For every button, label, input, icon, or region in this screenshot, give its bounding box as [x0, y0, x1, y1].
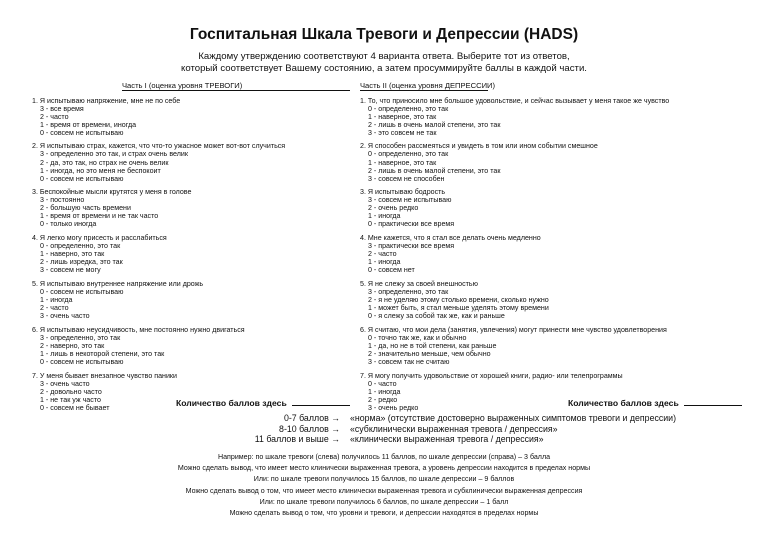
- answer-option[interactable]: 1 - время от времени и не так часто: [40, 212, 159, 221]
- interpretation-row: [0, 413, 768, 424]
- example-line: Можно сделать вывод, что имеет место клинически выраженная тревога, а уровень депрессии находится в пределах нормы: [177, 464, 591, 473]
- answer-option[interactable]: 1 - иногда: [368, 387, 401, 396]
- question-text: 1. То, что приносило мне большое удовольствие, и сейчас вызывает у меня такое же чувство: [360, 96, 670, 105]
- anxiety-question-3: [32, 188, 404, 228]
- answer-option[interactable]: 3 - определенно это так, и страх очень велик: [40, 150, 188, 159]
- answer-option[interactable]: 0 - точно так же, как и обычно: [368, 333, 467, 342]
- answer-option[interactable]: 3 - все время: [40, 104, 84, 113]
- answer-option[interactable]: 2 - я не уделяю этому столько времени, сколько нужно: [368, 296, 549, 304]
- answer-option[interactable]: 2 - большую часть времени: [40, 204, 131, 213]
- answer-option[interactable]: 1 - иногда: [368, 212, 401, 221]
- answer-option[interactable]: 0 - совсем нет: [368, 266, 415, 275]
- answer-option[interactable]: 1 - не так уж часто: [40, 395, 101, 404]
- depression-question-5: [360, 280, 750, 320]
- answer-option[interactable]: 1 - может быть, я стал меньше уделять этому времени: [368, 304, 549, 313]
- answer-option[interactable]: 1 - да, но не в той степени, как раньше: [368, 341, 497, 350]
- score-range: 0-7 баллов →: [283, 413, 340, 423]
- question-text: 6. Я испытываю неусидчивость, мне постоянно нужно двигаться: [32, 325, 245, 334]
- answer-option[interactable]: 0 - определенно, это так: [368, 104, 449, 113]
- answer-option[interactable]: 0 - я слежу за собой так же, как и раньше: [368, 312, 505, 321]
- example-line: Можно сделать вывод о том, что уровни и тревоги, и депрессии находятся в пределах нормы: [229, 509, 539, 518]
- answer-option[interactable]: 1 - лишь в некоторой степени, это так: [40, 349, 165, 358]
- anxiety-question-5: [32, 280, 404, 320]
- depression-question-list: [360, 97, 750, 412]
- answer-option[interactable]: 1 - иногда, но это меня не беспокоит: [40, 166, 161, 175]
- answer-option[interactable]: 1 - наверно, это так: [40, 250, 105, 259]
- anxiety-section-header: Часть I (оценка уровня ТРЕВОГИ): [32, 81, 404, 91]
- answer-option[interactable]: 2 - лишь в очень малой степени, это так: [368, 166, 501, 175]
- question-text: 6. Я считаю, что мои дела (занятия, увлечения) могут принести мне чувство удовлетворения: [360, 325, 667, 334]
- score-range: 8-10 баллов →: [279, 423, 340, 434]
- interpretation-row: [0, 424, 768, 435]
- answer-option[interactable]: 0 - совсем не бывает: [40, 403, 110, 412]
- question-text: 7. У меня бывает внезапное чувство паники: [32, 371, 177, 380]
- answer-option[interactable]: 3 - практически все время: [368, 242, 455, 251]
- answer-option[interactable]: 0 - определенно, это так: [40, 242, 121, 251]
- examples-block: [0, 452, 768, 519]
- depression-question-3: [360, 188, 750, 228]
- answer-option[interactable]: 2 - довольно часто: [40, 387, 102, 396]
- answer-option[interactable]: 2 - очень редко: [368, 204, 419, 213]
- answer-option[interactable]: 3 - определенно, это так: [368, 287, 449, 296]
- example-line: Можно сделать вывод о том, что имеет место клинически выраженная тревога и субклинически выраженная депрессия: [185, 486, 583, 495]
- depression-score-label: Количество баллов здесь: [568, 398, 679, 408]
- question-text: 2. Я способен рассмеяться и увидеть в том или ином событии смешное: [360, 142, 598, 151]
- question-text: 2. Я испытываю страх, кажется, что что-то ужасное может вот-вот случиться: [32, 142, 286, 151]
- anxiety-question-1: [32, 97, 404, 137]
- answer-option[interactable]: 3 - определенно, это так: [40, 333, 121, 342]
- answer-option[interactable]: 0 - совсем не испытываю: [40, 174, 124, 183]
- question-text: 3. Я испытываю бодрость: [360, 188, 446, 197]
- answer-option[interactable]: 2 - лишь изредка, это так: [40, 258, 123, 267]
- depression-score-blank[interactable]: [684, 397, 742, 406]
- page-title: Госпитальная Шкала Тревоги и Депрессии (HADS): [189, 26, 579, 43]
- question-text: 3. Беспокойные мысли крутятся у меня в голове: [32, 188, 192, 197]
- score-range: 11 баллов и выше →: [254, 434, 340, 445]
- answer-option[interactable]: 3 - совсем не могу: [40, 266, 101, 275]
- example-line: Или: по шкале тревоги получилось 6 баллов, по шкале депрессии – 1 балл: [259, 497, 509, 506]
- answer-option[interactable]: 3 - это совсем не так: [368, 128, 437, 137]
- instructions: [0, 51, 768, 74]
- answer-option[interactable]: 0 - только иногда: [40, 220, 97, 229]
- example-line: Или: по шкале тревоги получилось 15 баллов, по шкале депрессии – 9 баллов: [253, 475, 515, 484]
- example-line: Например: по шкале тревоги (слева) получилось 11 баллов, по шкале депрессии (справа) – 3 балла: [217, 453, 551, 461]
- question-text: 5. Я не слежу за своей внешностью: [360, 279, 478, 288]
- answer-option[interactable]: 3 - постоянно: [40, 196, 85, 205]
- depression-question-4: [360, 234, 750, 274]
- answer-option[interactable]: 3 - очень редко: [368, 403, 419, 412]
- answer-option[interactable]: 3 - совсем не испытываю: [368, 196, 452, 205]
- answer-option[interactable]: 1 - наверное, это так: [368, 112, 437, 121]
- question-text: 1. Я испытываю напряжение, мне не по себе: [32, 96, 181, 105]
- question-text: 4. Я легко могу присесть и расслабиться: [32, 234, 167, 243]
- anxiety-score-field[interactable]: [176, 397, 350, 408]
- answer-option[interactable]: 1 - наверное, это так: [368, 158, 437, 167]
- depression-question-1: [360, 97, 750, 137]
- instructions-line: который соответствует Вашему состоянию, а затем просуммируйте баллы в каждой части.: [181, 62, 587, 74]
- answer-option[interactable]: 2 - наверно, это так: [40, 341, 105, 350]
- answer-option[interactable]: 1 - время от времени, иногда: [40, 120, 137, 129]
- anxiety-question-4: [32, 234, 404, 274]
- answer-option[interactable]: 2 - да, это так, но страх не очень велик: [40, 158, 169, 167]
- depression-question-6: [360, 326, 750, 366]
- anxiety-question-list: [32, 97, 404, 412]
- score-meaning: «норма» (отсутствие достоверно выраженных симптомов тревоги и депрессии): [350, 413, 677, 423]
- anxiety-question-6: [32, 326, 404, 366]
- answer-option[interactable]: 2 - часто: [40, 112, 69, 121]
- question-text: 5. Я испытываю внутреннее напряжение или дрожь: [32, 279, 204, 288]
- answer-option[interactable]: 0 - практически все время: [368, 220, 455, 229]
- answer-option[interactable]: 3 - совсем так не считаю: [368, 357, 450, 366]
- answer-option[interactable]: 0 - определенно, это так: [368, 150, 449, 159]
- score-meaning: «клинически выраженная тревога / депрессия»: [350, 434, 544, 445]
- answer-option[interactable]: 2 - часто: [368, 250, 397, 259]
- answer-option[interactable]: 3 - очень часто: [40, 312, 90, 321]
- anxiety-score-blank[interactable]: [292, 397, 350, 406]
- anxiety-score-label: Количество баллов здесь: [176, 398, 287, 408]
- anxiety-question-2: [32, 142, 404, 182]
- answer-option[interactable]: 0 - часто: [368, 379, 397, 388]
- answer-option[interactable]: 2 - лишь в очень малой степени, это так: [368, 120, 501, 129]
- instructions-line: Каждому утверждению соответствуют 4 варианта ответа. Выберите тот из ответов,: [198, 51, 570, 62]
- depression-score-field[interactable]: [568, 397, 742, 408]
- answer-option[interactable]: 0 - совсем не испытываю: [40, 357, 124, 366]
- answer-option[interactable]: 0 - совсем не испытываю: [40, 287, 124, 296]
- depression-section: [360, 81, 750, 412]
- answer-option[interactable]: 2 - редко: [368, 395, 398, 404]
- answer-option[interactable]: 0 - совсем не испытываю: [40, 128, 124, 137]
- answer-option[interactable]: 2 - значительно меньше, чем обычно: [368, 349, 491, 358]
- answer-option[interactable]: 2 - часто: [40, 304, 69, 313]
- depression-question-2: [360, 142, 750, 182]
- interpretation-row: [0, 434, 768, 445]
- answer-option[interactable]: 3 - очень часто: [40, 379, 90, 388]
- score-interpretation: [0, 413, 768, 445]
- answer-option[interactable]: 1 - иногда: [40, 296, 73, 304]
- answer-option[interactable]: 3 - совсем не способен: [368, 174, 445, 183]
- question-text: 4. Мне кажется, что я стал все делать очень медленно: [360, 234, 541, 243]
- depression-section-header: Часть II (оценка уровня ДЕПРЕССИИ): [360, 81, 750, 91]
- question-text: 7. Я могу получить удовольствие от хорошей книги, радио- или телепрограммы: [360, 371, 623, 380]
- anxiety-section: [32, 81, 404, 412]
- answer-option[interactable]: 1 - иногда: [368, 258, 401, 267]
- score-meaning: «субклинически выраженная тревога / депрессия»: [350, 423, 558, 434]
